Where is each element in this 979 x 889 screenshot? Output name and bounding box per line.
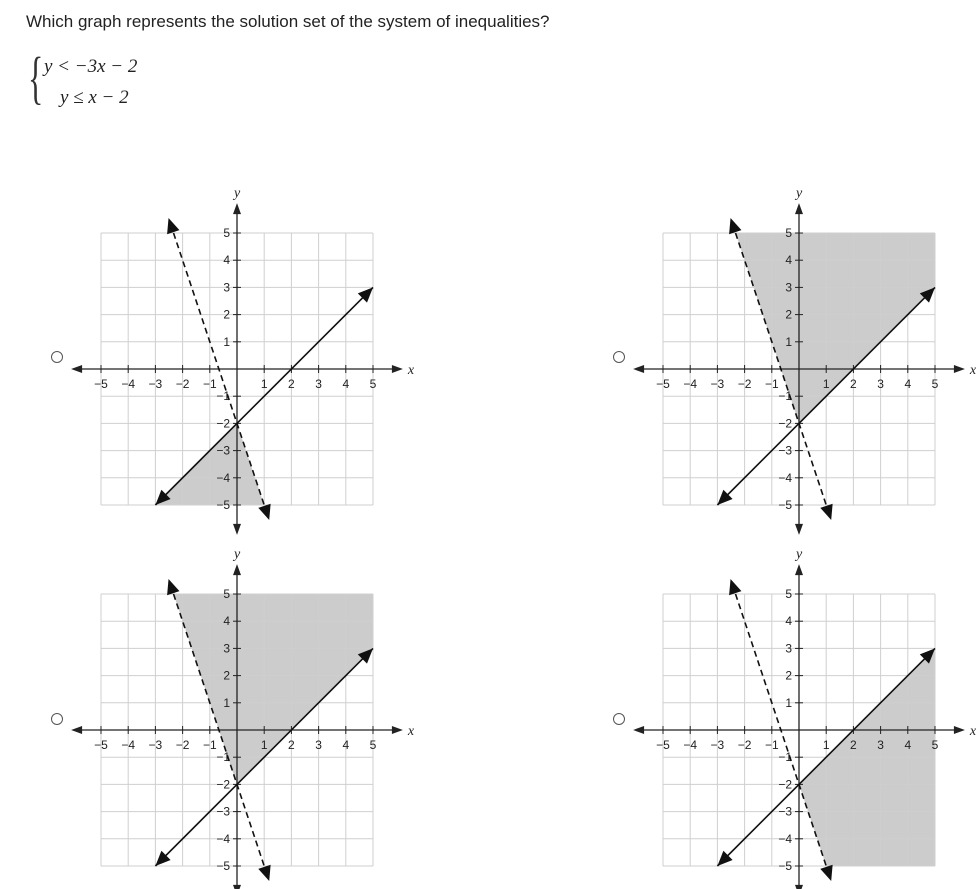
x-tick-label: −5 [656, 738, 670, 752]
y-tick-label: −1 [216, 750, 230, 765]
y-tick-label: 5 [785, 587, 792, 601]
x-axis-label: x [407, 363, 415, 378]
x-tick-label: 3 [877, 738, 884, 752]
x-tick-label: 1 [260, 738, 268, 752]
x-tick-label: 1 [822, 738, 830, 752]
y-tick-label: 2 [785, 668, 792, 683]
y-tick-label: 3 [785, 280, 792, 295]
y-tick-label: 2 [223, 668, 230, 683]
y-tick-label: 3 [223, 280, 230, 295]
y-axis-label: y [234, 547, 241, 563]
y-tick-label: −1 [778, 750, 792, 765]
x-tick-label: −2 [175, 738, 190, 752]
x-tick-label: 5 [931, 377, 939, 391]
y-axis-arrow-icon [795, 885, 803, 889]
x-tick-label: 4 [904, 377, 912, 391]
y-tick-label: −2 [216, 416, 230, 431]
y-tick-label: −5 [216, 859, 230, 873]
y-tick-label: 4 [223, 253, 230, 268]
y-tick-label: 2 [223, 307, 230, 322]
y-tick-label: −5 [778, 859, 792, 873]
x-tick-label: 2 [850, 738, 857, 752]
x-tick-label: 2 [850, 377, 857, 391]
x-tick-label: 2 [288, 738, 295, 752]
x-tick-label: 3 [315, 377, 322, 391]
y-tick-label: 5 [223, 587, 230, 601]
dashed-line-arrow-icon [729, 579, 741, 595]
y-tick-label: 1 [223, 695, 230, 710]
x-tick-label: −5 [94, 377, 108, 391]
question-prompt: Which graph represents the solution set of the system of inequalities? [26, 12, 550, 31]
y-tick-label: −2 [778, 416, 792, 431]
x-axis-label: x [407, 724, 415, 739]
x-tick-label: 5 [369, 377, 377, 391]
y-axis-arrow-icon [795, 564, 803, 575]
brace-icon: { [28, 45, 44, 110]
x-tick-label: 4 [904, 738, 912, 752]
y-tick-label: −3 [216, 443, 230, 458]
y-axis-label: y [796, 186, 803, 202]
x-tick-label: −4 [121, 738, 136, 752]
y-tick-label: −4 [778, 831, 792, 846]
x-tick-label: 1 [260, 377, 268, 391]
y-tick-label: 4 [223, 614, 230, 629]
x-tick-label: −2 [737, 377, 752, 391]
y-axis-label: y [234, 186, 241, 202]
x-tick-label: 5 [369, 738, 377, 752]
x-tick-label: 3 [315, 738, 322, 752]
y-tick-label: −1 [778, 389, 792, 404]
x-tick-label: 2 [288, 377, 295, 391]
y-tick-label: −2 [216, 777, 230, 792]
x-tick-label: 4 [342, 738, 350, 752]
inequality-1: y < −3x − 2 [44, 56, 138, 77]
x-tick-label: −1 [764, 738, 779, 752]
y-tick-label: −3 [778, 804, 792, 819]
y-tick-label: 3 [223, 641, 230, 656]
x-tick-label: −5 [94, 738, 108, 752]
y-tick-label: 2 [785, 307, 792, 322]
y-tick-label: −1 [216, 389, 230, 404]
x-tick-label: −5 [656, 377, 670, 391]
x-axis-arrow-icon [954, 726, 965, 734]
y-tick-label: −4 [216, 831, 230, 846]
x-tick-label: −3 [710, 738, 725, 752]
x-tick-label: −3 [148, 377, 163, 391]
y-tick-label: −5 [216, 498, 230, 512]
x-axis-label: x [969, 363, 977, 378]
x-tick-label: −2 [175, 377, 190, 391]
x-tick-label: −4 [121, 377, 136, 391]
x-axis-arrow-icon [633, 726, 644, 734]
x-tick-label: −3 [710, 377, 725, 391]
y-tick-label: 4 [785, 253, 792, 268]
y-tick-label: 1 [785, 334, 792, 349]
x-tick-label: −3 [148, 738, 163, 752]
x-tick-label: 1 [822, 377, 830, 391]
x-tick-label: 4 [342, 377, 350, 391]
dashed-line-arrow-icon [820, 865, 832, 881]
y-tick-label: −4 [778, 470, 792, 485]
y-tick-label: 4 [785, 614, 792, 629]
x-tick-label: −1 [202, 738, 217, 752]
y-tick-label: −3 [778, 443, 792, 458]
x-tick-label: −1 [764, 377, 779, 391]
y-tick-label: 5 [223, 226, 230, 240]
y-tick-label: 3 [785, 641, 792, 656]
x-tick-label: 5 [931, 738, 939, 752]
y-axis-label: y [796, 547, 803, 563]
y-tick-label: −2 [778, 777, 792, 792]
x-tick-label: −4 [683, 377, 698, 391]
y-tick-label: −3 [216, 804, 230, 819]
y-tick-label: 5 [785, 226, 792, 240]
inequality-2: y ≤ x − 2 [60, 87, 129, 108]
y-tick-label: −5 [778, 498, 792, 512]
y-tick-label: 1 [785, 695, 792, 710]
x-tick-label: −4 [683, 738, 698, 752]
x-tick-label: −1 [202, 377, 217, 391]
y-tick-label: 1 [223, 334, 230, 349]
x-axis-label: x [969, 724, 977, 739]
x-tick-label: −2 [737, 738, 752, 752]
y-tick-label: −4 [216, 470, 230, 485]
x-tick-label: 3 [877, 377, 884, 391]
